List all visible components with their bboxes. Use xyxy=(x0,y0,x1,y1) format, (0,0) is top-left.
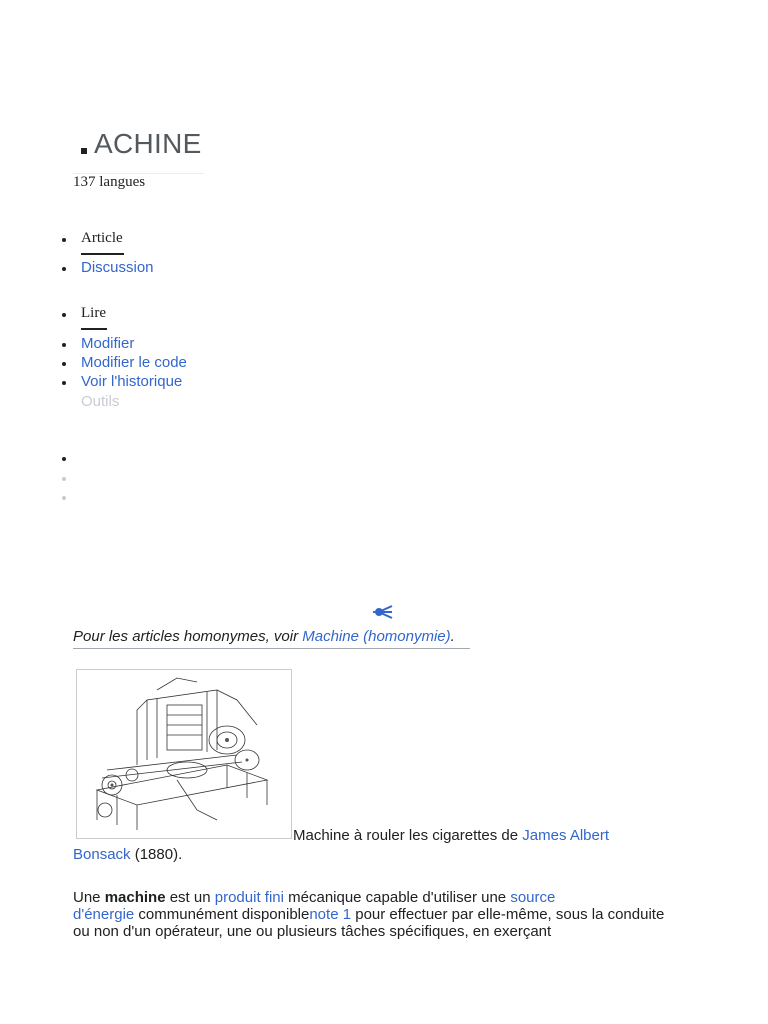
tab-edit-source-label: Modifier le code xyxy=(81,354,187,371)
intro-text: mécanique capable d'utiliser une xyxy=(283,889,511,906)
hatnote-suffix: . xyxy=(450,628,455,645)
figure-caption-continued xyxy=(73,846,182,863)
bullet-icon xyxy=(62,477,66,481)
tab-selected-indicator xyxy=(81,253,124,255)
intro-paragraph-line xyxy=(73,889,555,906)
bullet-icon xyxy=(62,343,66,347)
caption-suffix: (1880). xyxy=(130,846,183,863)
intro-text: est un xyxy=(165,889,215,906)
disambiguation-icon xyxy=(372,603,394,624)
tab-article-label: Article xyxy=(81,230,123,246)
intro-paragraph-line xyxy=(73,906,664,923)
caption-link[interactable]: James Albert xyxy=(522,827,610,844)
intro-bold-term: machine xyxy=(104,889,166,906)
intro-text: Une xyxy=(73,889,105,906)
footnote-link[interactable]: note 1 xyxy=(309,906,352,923)
language-selector[interactable]: 137 langues xyxy=(73,174,146,190)
intro-text: pour effectuer par elle-même, sous la conduite xyxy=(351,906,665,923)
bullet-icon xyxy=(62,496,66,500)
intro-text: communément disponible xyxy=(134,906,310,923)
tab-read-label: Lire xyxy=(81,305,106,321)
hatnote-prefix: Pour les articles homonymes, voir xyxy=(73,628,303,645)
bullet-icon xyxy=(62,381,66,385)
tools-menu[interactable]: Outils xyxy=(81,393,120,410)
bullet-icon xyxy=(62,362,66,366)
tab-edit-label: Modifier xyxy=(81,335,135,352)
link-source-energie-continued[interactable]: d'énergie xyxy=(73,906,135,923)
machine-engraving-image xyxy=(77,670,291,838)
bullet-icon xyxy=(62,267,66,271)
link-source-energie[interactable]: source xyxy=(510,889,556,906)
hatnote xyxy=(73,628,470,649)
hatnote-link[interactable]: Machine (homonymie) xyxy=(302,628,451,645)
square-bullet-icon xyxy=(81,148,87,154)
tab-discussion-label: Discussion xyxy=(81,259,154,276)
caption-prefix: Machine à rouler les cigarettes de xyxy=(293,827,523,844)
bullet-icon xyxy=(62,238,66,242)
figure-caption xyxy=(293,827,609,844)
figure-image[interactable] xyxy=(76,669,292,839)
tab-history-label: Voir l'historique xyxy=(81,373,183,390)
page-title-block xyxy=(73,128,204,174)
tab-selected-indicator xyxy=(81,328,107,330)
bullet-icon xyxy=(62,457,66,461)
link-produit-fini[interactable]: produit fini xyxy=(214,889,284,906)
page-title: ACHINE xyxy=(94,128,202,159)
intro-paragraph-line: ou non d'un opérateur, une ou plusieurs tâches spécifiques, en exerçant xyxy=(73,923,552,940)
caption-link-continued[interactable]: Bonsack xyxy=(73,846,131,863)
bullet-icon xyxy=(62,313,66,317)
